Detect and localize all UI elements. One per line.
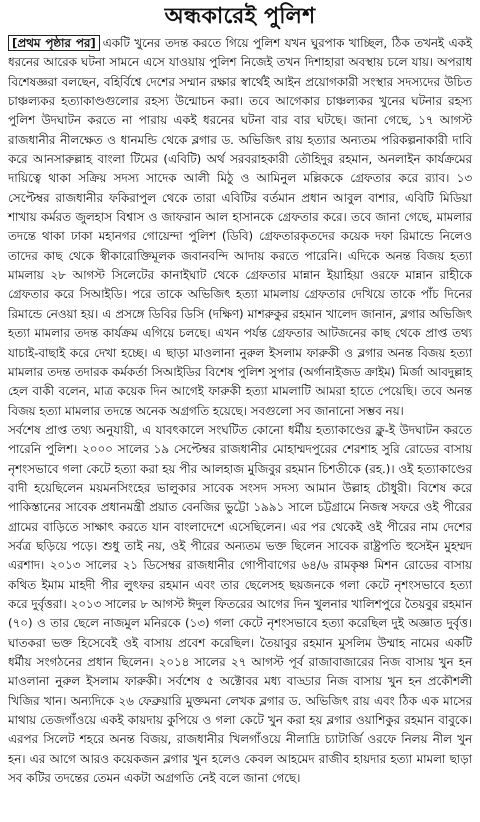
paragraph-text: একটি খুনের তদন্ত করতে গিয়ে পুলিশ যখন ঘুরপাক খাচ্ছিল, ঠিক তখনই একই ধরনের আরেক ঘটনা সামনে এসে যাওয়ায় পুলিশ নিজেই তখন দিশাহারা অবস্থায় চলে যায়। অপরাধ বিশেষজ্ঞরা বলছেন, বহির্বিশ্বে দেশের সম্মান রক্ষার স্বার্থেই আইন প্রয়োগকারী সংস্থার সদস্যদের উচিত চাঞ্চল্যকর হত্যাকাণ্ডগুলোর রহস্য উন্মোচন করা। তবে আগেকার চাঞ্চল্যকর খুনের ঘটনার রহস্য পুলিশ উদঘাটন করতে না পারায় একই ধরনের ঘটনা বার বার ঘটছে। জানা গেছে, ১৭ আগস্ট রাজধানীর নীলক্ষেত ও ধানমন্ডি থেকে ব্লগার ড. অভিজিৎ রায় হত্যার অন্যতম পরিকল্পনাকারী দাবি করে আনসারুল্লাহ বাংলা টিমের (এবিটি) অর্থ সরবরাহকারী তৌহিদুর রহমান, অনলাইন কার্যক্রমের দায়িত্বে থাকা সক্রিয় সদস্য সাদেক আলী মিঠু ও আমিনুল মল্লিককে গ্রেফতার করে র‍্যাব। ১৩ সেপ্টেম্বর রাজধানীর ফকিরাপুল থেকে তারা এবিটির বর্তমান প্রধান আবুল বাশার, এবিটি মিডিয়া শাখায় কর্মরত জুলহাস বিশ্বাস ও জাফরান আল হাসানকে গ্রেফতার করে। তবে জানা গেছে, মামলার তদন্তে থাকা ঢাকা মহানগর গোয়েন্দা পুলিশ (ডিবি) গ্রেফতারকৃতদের কয়েক দফা রিমান্ডে নিলেও তাদের কাছ থেকে স্বীকারোক্তিমূলক জবানবন্দি আদায় করতে পারেনি। এদিকে অনন্ত বিজয় হত্যা মামলায় ২৮ আগস্ট সিলেটের কানাইঘাট থেকে গ্রেফতার মান্নান ইয়াহিয়া ওরফে মান্নান রাহীকে গ্রেফতার করে সিআইডি। পরে তাকে অভিজিৎ হত্যা মামলায় গ্রেফতার দেখিয়ে তাকে পাঁচ দিনের রিমান্ডে নেওয়া হয়। এ প্রসঙ্গে ডিবির ডিসি (দক্ষিণ) মাশরুকুর রহমান খালেদ জানান, ব্লগার অভিজিৎ হত্যা মামলার তদন্ত কার্যক্রম এগিয়ে চলছে। এখন পর্যন্ত গ্রেফতার আটজনের কাছ থেকে প্রাপ্ত তথ্য যাচাই-বাছাই করে দেখা হচ্ছে। এ ছাড়া মাওলানা নুরুল ইসলাম ফারুকী ও ব্লগার অনন্ত বিজয় হত্যা মামলার তদন্ত তদারক কর্মকর্তা সিআইডির বিশেষ পুলিশ সুপার (অর্গানাইজড ক্রাইম) মির্জা আবদুল্লাহ হেল বাকী বলেন, মাত্র কয়েক দিন আগেই ফারুকী হত্যা মামলাটি আমরা হাতে পেয়েছি। তবে অনন্ত বিজয় হত্যা মামলার তদন্তে অনেক অগ্রগতি হয়েছে। সবগুলো সব জানানো সম্ভব নয়। [8,36,472,418]
paragraph-text: সর্বশেষ প্রাপ্ত তথ্য অনুযায়ী, এ যাবৎকালে সংঘটিত কোনো ধর্মীয় হত্যাকাণ্ডের ক্লু-ই উদঘাটন করতে পারেনি পুলিশ। ২০০০ সালের ১৯ সেপ্টেম্বর রাজধানীর মোহাম্মদপুরের শেরশাহ সুরি রোডের বাসায় নৃশংসভাবে গলা কেটে হত্যা করা হয় পীর আলহাজ মুজিবুর রহমান চিশতীকে (রহ.)। ওই হত্যাকাণ্ডের বাদী হয়েছিলেন ময়মনসিংহের ভালুকার সাবেক সংসদ সদস্য আমান উল্লাহ চৌধুরী। বিশেষ করে পাকিস্তানের সাবেক প্রধানমন্ত্রী প্রয়াত বেনজির ভুট্টো ১৯৯১ সালে চট্টগ্রামে নিজস্ব সফরে ওই পীরের গ্রামের বাড়িতে সাক্ষাৎ করতে যান বাংলাদেশে এসেছিলেন। এর পর থেকেই ওই পীরের নাম দেশের সর্বত্র ছড়িয়ে পড়ে। শুধু তাই নয়, ওই পীরের অন্যতম ভক্ত ছিলেন সাবেক রাষ্ট্রপতি হুসেইন মুহম্মদ এরশাদ। ২০১৩ সালের ২১ ডিসেম্বর রাজধানীর গোপীবাগের ৬৪/৬ রামকৃষ্ণ মিশন রোডের বাসায় কথিত ইমাম মাহদী পীর লুৎফর রহমান এবং তার ছেলেসহ ছয়জনকে গলা কেটে নৃশংসভাবে হত্যা করে দুর্বৃত্তরা। ২০১৩ সালের ৮ আগস্ট ঈদুল ফিতরের আগের দিন খুলনার খালিশপুরে তৈয়বুর রহমান (৭০) ও তার ছেলে নাজমুল মনিরকে (১৩) গলা কেটে নৃশংসভাবে হত্যা করেছিল দুই অজ্ঞাত দুর্বৃত্ত। ঘাতকরা ভক্ত হিসেবেই ওই বাসায় প্রবেশ করেছিল। তৈয়াবুর রহমান মুসলিম উম্মাহ নামের একটি ধর্মীয় সংগঠনের প্রধান ছিলেন। ২০১৪ সালের ২৭ আগস্ট পূর্ব রাজাবাজারের নিজ বাসায় খুন হন মাওলানা নুরুল ইসলাম ফারুকী। সর্বশেষ ৫ অক্টোবর মধ্য বাড্ডার নিজ বাসায় খুন হন প্রকৌশলী খিজির খান। অন্যদিকে ২৬ ফেব্রুয়ারি মুক্তমনা লেখক ব্লগার ড. অভিজিৎ রায় এবং ঠিক এক মাসের মাথায় তেজগাঁওয়ে একই কায়দায় কুপিয়ে ও গলা কেটে খুন করা হয় ব্লগার ওয়াশিকুর রহমান বাবুকে। এরপর সিলেট শহরে অনন্ত বিজয়, রাজধানীর খিলগাঁওয়ে নীলাদ্রি চ্যাটার্জি ওরফে নিলয় নীল খুন হন। এর আগে আরও কয়েকজন ব্লগার খুন হলেও কেবল আহমেদ রাজীব হায়দার হত্যা মামলা ছাড়া সব কটির তদন্তের তেমন একটা অগ্রগতি নেই বলে জানা গেছে। [8,422,472,786]
continued-from-front-page-tag: [প্রথম পৃষ্ঠার পর] [8,35,100,51]
article-paragraph [8,421,472,789]
article-body [8,34,472,788]
article-paragraph [8,34,472,421]
article-headline: অন্ধকারেই পুলিশ [164,4,316,29]
